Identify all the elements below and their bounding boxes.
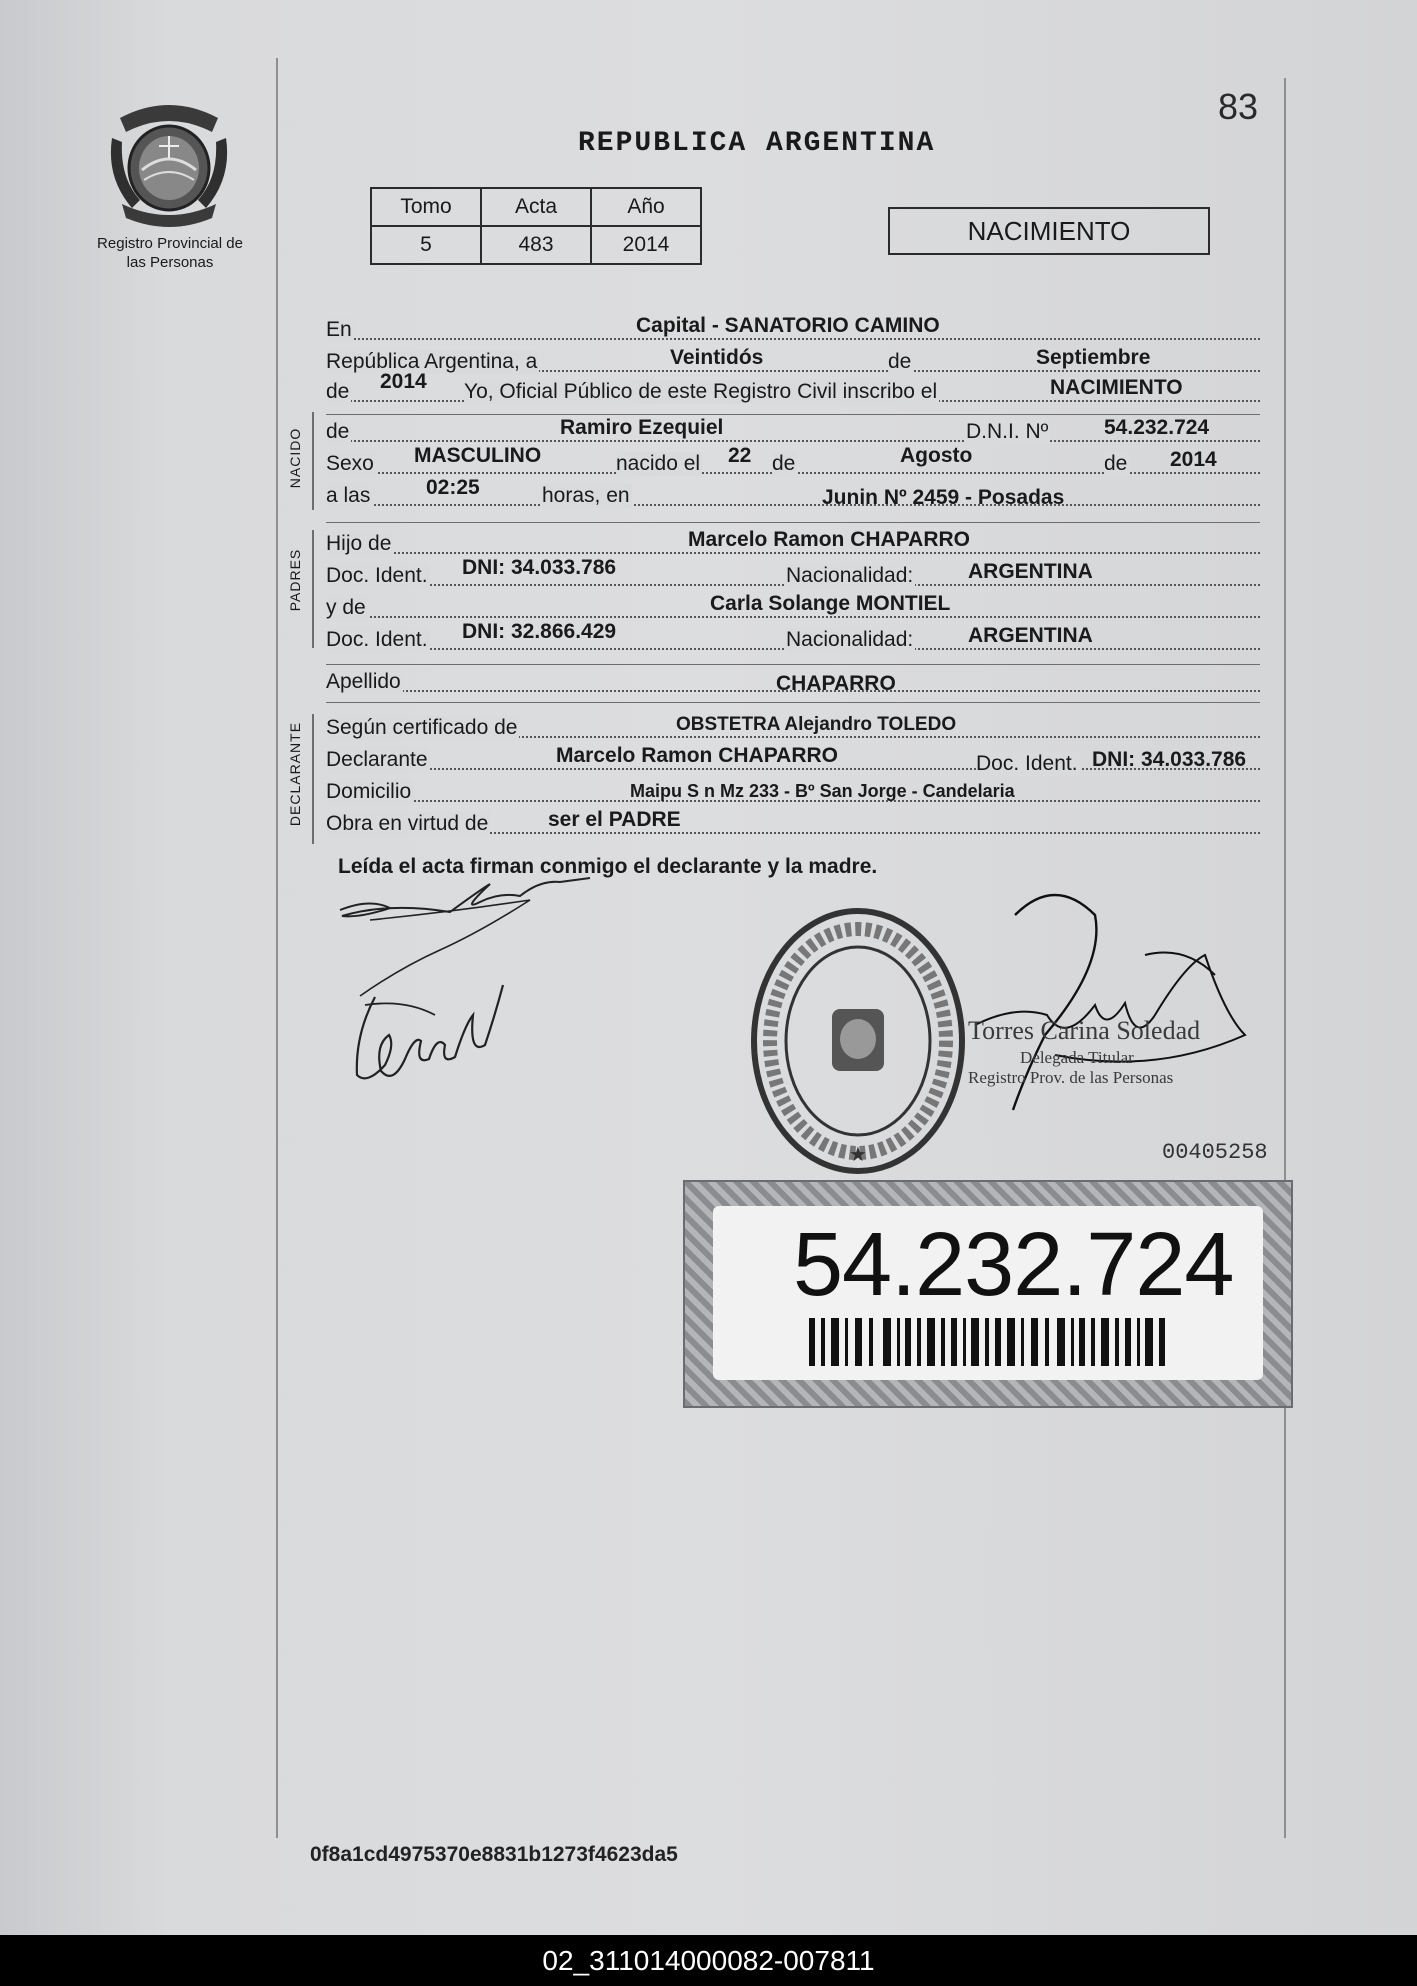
label-de-dia: de	[772, 452, 796, 475]
tomo-header: Tomo	[371, 188, 481, 226]
barcode-icon	[809, 1318, 1169, 1366]
label-doc-ident3: Doc. Ident.	[976, 752, 1078, 775]
reference-table	[370, 187, 702, 265]
label-a-las: a las	[326, 484, 371, 507]
label-inscribo: Yo, Oficial Público de este Registro Civil inscribo el	[464, 380, 938, 403]
official-name: Torres Carina Soledad	[968, 1016, 1201, 1045]
official-seal-icon	[748, 905, 968, 1177]
declarant-section-label: DECLARANTE	[287, 721, 303, 827]
country-title: REPUBLICA ARGENTINA	[578, 128, 936, 159]
label-nacido-el: nacido el	[616, 452, 701, 475]
row-certificate	[326, 712, 1260, 744]
birth-month-value: Agosto	[900, 444, 973, 467]
row-declarant	[326, 744, 1260, 776]
mother-name-value: Carla Solange MONTIEL	[710, 592, 951, 615]
parents-section-bar	[312, 530, 314, 648]
anio-header: Año	[591, 188, 701, 226]
separator-4	[326, 702, 1260, 703]
birth-day-value: 22	[728, 444, 752, 467]
row-surname	[326, 666, 1260, 698]
parents-section-label: PADRES	[287, 548, 303, 612]
official-office: Registro Prov. de las Personas	[968, 1068, 1174, 1087]
left-margin-line	[276, 58, 278, 1838]
record-type-box: NACIMIENTO	[888, 207, 1210, 255]
label-doc-ident2: Doc. Ident.	[326, 628, 428, 651]
id-sticker	[683, 1180, 1293, 1408]
mother-signature-icon	[345, 975, 515, 1095]
label-horas-en: horas, en	[542, 484, 630, 507]
father-name-value: Marcelo Ramon CHAPARRO	[688, 528, 970, 551]
footer-file-id: 02_311014000082-007811	[0, 1935, 1417, 1986]
label-en: En	[326, 318, 352, 341]
label-apellido: Apellido	[326, 670, 401, 693]
row-acts-as	[326, 808, 1260, 840]
mother-doc-value: DNI: 32.866.429	[462, 620, 617, 643]
id-sticker-label	[713, 1206, 1263, 1380]
label-de-nombre: de	[326, 420, 350, 443]
label-hijo-de: Hijo de	[326, 532, 392, 555]
birth-place-value: Junin Nº 2459 - Posadas	[822, 486, 1065, 509]
month-value: Septiembre	[1036, 346, 1151, 369]
separator-1	[326, 414, 1260, 415]
declarant-section-bar	[312, 714, 314, 844]
declarant-doc-value: DNI: 34.033.786	[1092, 748, 1247, 771]
label-declarante: Declarante	[326, 748, 428, 771]
acta-header: Acta	[481, 188, 591, 226]
father-doc-value: DNI: 34.033.786	[462, 556, 617, 579]
closing-statement: Leída el acta firman conmigo el declarante y la madre.	[338, 855, 878, 878]
row-inscription	[326, 370, 1260, 408]
father-nationality-value: ARGENTINA	[968, 560, 1093, 583]
label-obra-en-virtud: Obra en virtud de	[326, 812, 489, 835]
row-father-doc	[326, 556, 1260, 592]
sex-value: MASCULINO	[414, 444, 542, 467]
born-section-label: NACIDO	[287, 427, 303, 489]
dni-value: 54.232.724	[1104, 416, 1210, 439]
province-emblem-icon	[108, 98, 230, 230]
label-segun-certificado: Según certificado de	[326, 716, 518, 739]
row-address	[326, 776, 1260, 808]
row-date	[326, 346, 1260, 378]
svg-text:★: ★	[849, 1144, 867, 1166]
mother-nationality-value: ARGENTINA	[968, 624, 1093, 647]
label-de-mes: de	[888, 350, 912, 373]
tomo-value: 5	[371, 226, 481, 264]
label-domicilio: Domicilio	[326, 780, 412, 803]
label-sexo: Sexo	[326, 452, 374, 475]
page-number: 83	[1218, 86, 1259, 127]
year-value: 2014	[380, 370, 427, 393]
label-nacionalidad2: Nacionalidad:	[786, 628, 914, 651]
separator-2	[326, 522, 1260, 523]
name-value: Ramiro Ezequiel	[560, 416, 724, 439]
anio-value: 2014	[591, 226, 701, 264]
label-dni: D.N.I. Nº	[966, 420, 1049, 443]
acta-value: 483	[481, 226, 591, 264]
label-doc-ident: Doc. Ident.	[326, 564, 428, 587]
sticker-id-number: 54.232.724	[793, 1215, 1234, 1315]
label-nacionalidad: Nacionalidad:	[786, 564, 914, 587]
official-role: Delegada Titular	[1020, 1048, 1134, 1067]
separator-3	[326, 664, 1260, 665]
declarant-name-value: Marcelo Ramon CHAPARRO	[556, 744, 838, 767]
document-hash: 0f8a1cd4975370e8831b1273f4623da5	[310, 1843, 678, 1866]
certificate-by-value: OBSTETRA Alejandro TOLEDO	[676, 714, 957, 735]
row-place	[326, 314, 1260, 346]
label-de-anio2: de	[1104, 452, 1128, 475]
address-value: Maipu S n Mz 233 - Bº San Jorge - Candelaria	[630, 781, 1015, 801]
surname-value: CHAPARRO	[776, 672, 896, 695]
acts-as-value: ser el PADRE	[548, 808, 681, 831]
birth-time-value: 02:25	[426, 476, 480, 499]
birth-year-value: 2014	[1170, 448, 1217, 471]
right-margin-line	[1284, 78, 1286, 1838]
day-words-value: Veintidós	[670, 346, 764, 369]
serial-number: 00405258	[1162, 1140, 1268, 1165]
label-de-anio: de	[326, 380, 350, 403]
row-mother-doc	[326, 620, 1260, 656]
row-time	[326, 476, 1260, 512]
event-value: NACIMIENTO	[1050, 376, 1183, 399]
label-republica: República Argentina, a	[326, 350, 538, 373]
born-section-bar	[312, 412, 314, 510]
registry-label: Registro Provincial de las Personas	[97, 235, 243, 271]
place-value: Capital - SANATORIO CAMINO	[636, 314, 940, 337]
label-y-de: y de	[326, 596, 366, 619]
